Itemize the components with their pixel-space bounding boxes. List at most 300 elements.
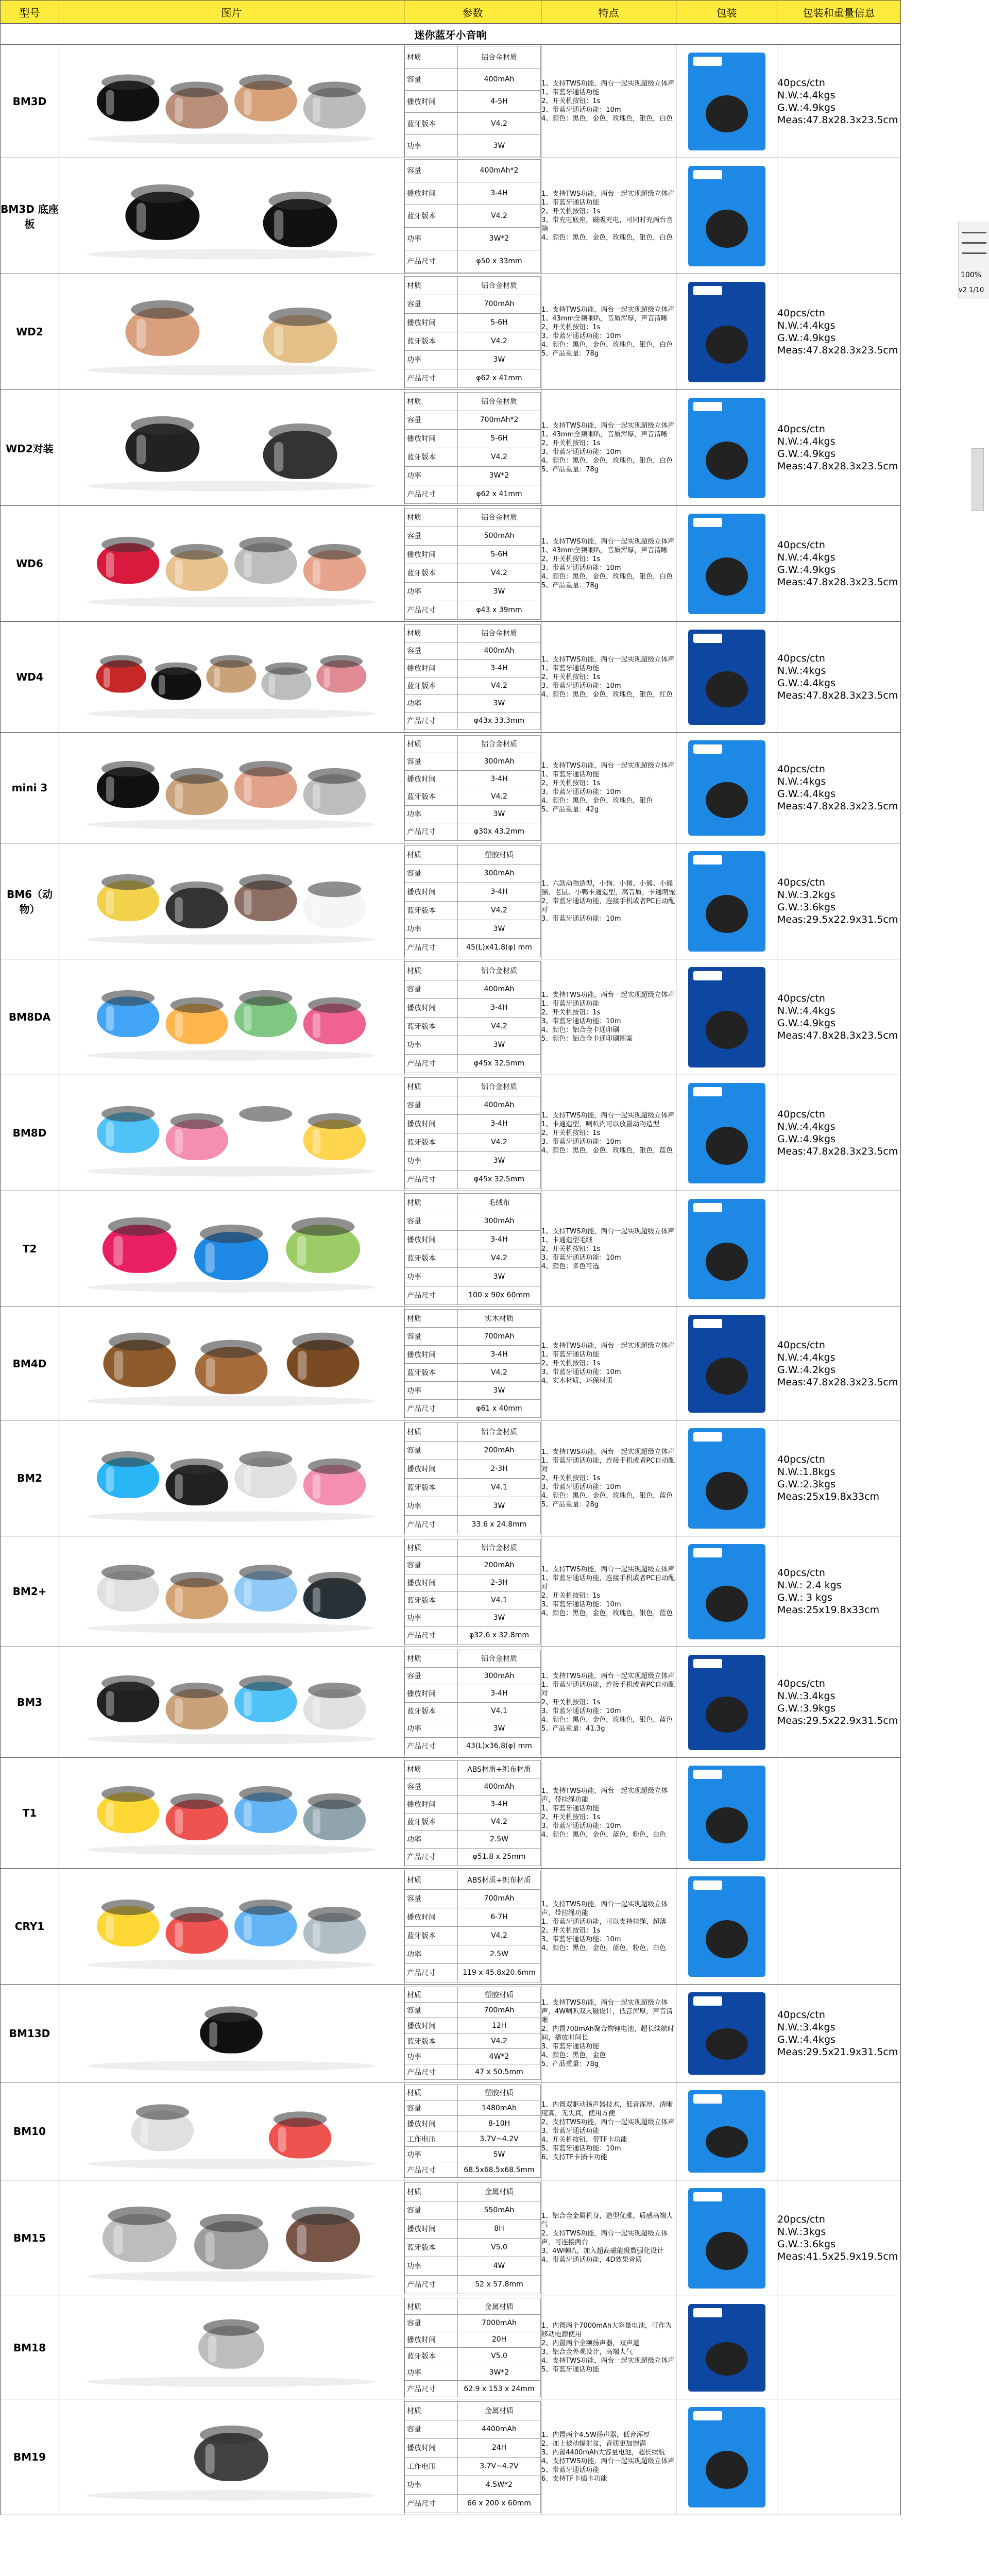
params-cell[interactable] [404,959,541,1075]
header-image[interactable]: 图片 [59,1,404,24]
speaker-highlight [297,2225,306,2255]
features-cell[interactable] [541,2082,676,2180]
feature-line: 3、带蓝牙通话功能：10m [541,914,621,923]
package-cell[interactable] [676,843,777,959]
params-cell[interactable] [404,843,541,959]
product-row [1,1191,901,1307]
spec-value: 铝合金材质 [458,392,541,411]
image-cell[interactable] [59,1985,404,2082]
package-cell[interactable] [676,1647,777,1758]
package-window [706,1011,748,1049]
spec-key: 材质 [405,2085,458,2100]
spec-row [405,2331,541,2348]
model-cell[interactable]: mini 3 [1,733,59,843]
packing-info-cell[interactable] [777,1075,901,1191]
spec-row [405,1286,541,1304]
model-cell[interactable]: BM18 [1,2296,59,2399]
spec-value: 3W [458,350,541,369]
feature-line: 1、支持TWS功能，两台一起实现超级立体声 [541,422,675,430]
packing-info-line: G.W.:4.9kgs [777,332,835,344]
feature-line: 2、开关机按钮：1s [541,1360,601,1367]
feature-line: 1、支持TWS功能，两台一起实现超级立体声 [541,190,675,198]
spec-value: 2.5W [458,1945,541,1963]
features-cell[interactable] [541,274,676,390]
feature-line: 1、支持TWS功能，两台一起实现超级立体声，带挂绳功能 [541,1901,668,1917]
package-logo [693,2094,722,2104]
speaker-grille [170,1458,224,1473]
image-cell[interactable] [59,2180,404,2296]
params-cell[interactable] [404,1536,541,1647]
package-cell[interactable] [676,45,777,158]
section-title[interactable]: 迷你蓝牙小音响 [1,24,901,45]
model-cell[interactable]: BM13D [1,1985,59,2082]
features-cell[interactable] [541,843,676,959]
features-cell[interactable] [541,1985,676,2082]
model-cell[interactable]: BM19 [1,2399,59,2515]
spec-value: φ43x 33.3mm [458,712,541,730]
package-cell[interactable] [676,2399,777,2515]
spec-key: 蓝牙版本 [405,1364,458,1382]
params-cell[interactable] [404,733,541,843]
product-row [1,158,901,274]
packing-info-cell[interactable] [777,2399,901,2515]
params-cell[interactable] [404,1758,541,1869]
feature-line: 2、开关机按钮：1s [541,1009,601,1016]
packing-info-line: N.W.:3.2kgs [777,889,835,901]
model-cell[interactable]: BM8DA [1,959,59,1075]
header-features[interactable]: 特点 [541,1,676,24]
product-image [59,1537,403,1646]
package-cell[interactable] [676,1758,777,1869]
feature-line: 2、加上被动辐射盆，音质更加饱满 [541,2440,646,2448]
speaker-highlight [313,1474,320,1499]
image-cell[interactable] [59,1869,404,1985]
image-cell[interactable] [59,1647,404,1758]
header-params[interactable]: 参数 [404,1,541,24]
spec-value: 300mAh [458,1212,541,1230]
packing-info-line: Meas:29.5x22.9x31.5cm [777,1715,898,1726]
image-cell[interactable] [59,506,404,622]
spec-key: 产品尺寸 [405,601,458,619]
image-cell[interactable] [59,390,404,506]
spec-key: 材质 [405,508,458,527]
model-cell[interactable]: BM15 [1,2180,59,2296]
packing-info-cell[interactable] [777,2082,901,2180]
image-cell[interactable] [59,2296,404,2399]
feature-line: 3、带蓝牙通话功能：10m [541,788,621,796]
spec-key: 功率 [405,582,458,601]
spec-key: 功率 [405,1609,458,1626]
speaker-grille [239,1675,292,1690]
spec-row [405,1609,541,1626]
package-cell[interactable] [676,390,777,506]
package-box [688,967,765,1067]
params-cell[interactable] [404,1985,541,2082]
model-cell[interactable]: WD6 [1,506,59,622]
image-cell[interactable] [59,959,404,1075]
features-cell[interactable] [541,390,676,506]
spec-value: 3-4H [458,1795,541,1813]
package-window [706,210,748,248]
spec-row [405,1193,541,1212]
packing-info-line: Meas:47.8x28.3x23.5cm [777,690,898,701]
feature-line: 3、带蓝牙通话功能：10m [541,1483,621,1491]
feature-line: 4、颜色：黑色，金色，玫瑰色，银色，蓝色 [541,1492,673,1500]
spec-key: 功率 [405,1831,458,1848]
params-cell[interactable] [404,1647,541,1758]
params-cell[interactable] [404,1191,541,1307]
product-row [1,506,901,622]
model-cell[interactable]: WD4 [1,622,59,733]
product-shadow [87,2377,376,2387]
spec-row [405,1382,541,1400]
packing-info-line: 40pcs/ctn [777,1678,825,1689]
packing-info-cell[interactable] [777,45,901,158]
params-cell[interactable] [404,1869,541,1985]
model-cell[interactable]: T1 [1,1758,59,1869]
feature-line: 4、颜色：黑色，金色，蓝色，粉色，白色 [541,1944,667,1952]
params-cell[interactable] [404,622,541,733]
package-cell[interactable] [676,2296,777,2399]
product-shadow [87,2060,376,2071]
packing-info-line: Meas:29.5x22.9x31.5cm [777,914,898,925]
package-box [688,2188,765,2289]
speaker-grille [170,81,224,97]
spec-key: 功率 [405,920,458,938]
model-cell[interactable]: WD2 [1,274,59,390]
packing-info-line: N.W.:4.4kgs [777,1005,835,1016]
spec-value: 塑胶材质 [458,1987,541,2003]
package-cell[interactable] [676,506,777,622]
packing-info-line: G.W.:4.2kgs [777,1364,835,1376]
package-box [688,1199,765,1299]
spec-row [405,938,541,957]
image-cell[interactable] [59,1758,404,1869]
params-cell[interactable] [404,2296,541,2399]
spec-row [405,313,541,332]
spec-row [405,1539,541,1556]
packing-info-cell[interactable] [777,2296,901,2399]
speaker-highlight [175,1474,183,1499]
header-model[interactable]: 型号 [1,1,59,24]
scrollbar-thumb[interactable] [971,448,984,511]
packing-info-cell[interactable] [777,1758,901,1869]
image-cell[interactable] [59,843,404,959]
features-cell[interactable] [541,1075,676,1191]
model-cell[interactable]: BM4D [1,1307,59,1420]
spec-row [405,1017,541,1036]
spec-key: 功率 [405,350,458,369]
model-cell[interactable]: BM3D 底座板 [1,158,59,274]
features-cell[interactable] [541,1758,676,1869]
model-cell[interactable]: BM3 [1,1647,59,1758]
package-cell[interactable] [676,1985,777,2082]
features-cell[interactable] [541,2296,676,2399]
spec-row [405,1096,541,1114]
image-cell[interactable] [59,2082,404,2180]
product-shadow [87,249,376,259]
packing-info-line: G.W.:4.9kgs [777,448,835,460]
model-cell[interactable]: BM10 [1,2082,59,2180]
package-cell[interactable] [676,733,777,843]
feature-line: 1、43mm全频喇叭，音质浑厚，声音清晰 [541,315,668,323]
spec-value: 金属材质 [458,2401,541,2420]
image-cell[interactable] [59,1420,404,1536]
params-cell[interactable] [404,2082,541,2180]
packing-info-cell[interactable] [777,1985,901,2082]
package-cell[interactable] [676,2082,777,2180]
spec-table [404,1760,541,1866]
spec-row [405,1987,541,2003]
spec-key: 材质 [405,1310,458,1328]
params-cell[interactable] [404,1420,541,1536]
spec-key: 功率 [405,2049,458,2064]
speaker-grille [239,74,292,90]
feature-line: 3、带蓝牙通话功能：10m [541,1138,621,1146]
image-cell[interactable] [59,1307,404,1420]
speaker-highlight [298,1350,307,1379]
features-cell[interactable] [541,45,676,158]
model-cell[interactable]: BM3D [1,45,59,158]
packing-info-cell[interactable] [777,959,901,1075]
spec-key: 蓝牙版本 [405,1017,458,1036]
speaker-highlight [106,1915,114,1940]
model-cell[interactable]: CRY1 [1,1869,59,1985]
package-cell[interactable] [676,622,777,733]
spec-row [405,1556,541,1574]
model-cell[interactable]: WD2对装 [1,390,59,506]
spec-key: 容量 [405,2003,458,2018]
spec-key: 功率 [405,805,458,823]
features-cell[interactable] [541,506,676,622]
product-row [1,1985,901,2082]
spec-value: 3-4H [458,883,541,901]
params-cell[interactable] [404,274,541,390]
spec-row [405,2182,541,2201]
feature-line: 2、开关机按钮：1s [541,1474,601,1482]
package-window [706,1920,748,1958]
features-cell[interactable] [541,1869,676,1985]
feature-line: 3、带蓝牙通话功能：10m [541,1253,621,1262]
feature-line: 1、支持TWS功能，两台一起实现超级立体声 [541,1227,675,1235]
spec-value: 5-6H [458,545,541,564]
packing-info-cell[interactable] [777,158,901,274]
image-cell[interactable] [59,733,404,843]
features-cell[interactable] [541,1536,676,1647]
image-cell[interactable] [59,274,404,390]
zoom-level[interactable]: 100% [961,271,982,279]
package-box [688,53,765,150]
features-cell[interactable] [541,1647,676,1758]
feature-line: 1、六款动物造型，小狗、小猪、小熊、小熊猫、老鼠、小鸭卡通造型，高音质，卡通萌宠 [541,879,676,896]
spec-value: V4.2 [458,1249,541,1267]
product-row [1,959,901,1075]
spec-value: V5.0 [458,2238,541,2257]
product-row [1,733,901,843]
model-cell[interactable]: BM6（动物） [1,843,59,959]
spec-key: 产品尺寸 [405,1515,458,1534]
params-cell[interactable] [404,1075,541,1191]
package-cell[interactable] [676,1191,777,1307]
feature-line: 2、开关机按钮：1s [541,1698,601,1706]
model-cell[interactable]: T2 [1,1191,59,1307]
packing-info-cell[interactable] [777,1647,901,1758]
package-cell[interactable] [676,1420,777,1536]
product-shadow [87,597,376,607]
product-image [59,960,403,1074]
speaker-highlight [244,1691,251,1716]
speaker-grille [210,655,253,667]
header-packing[interactable]: 包装和重量信息 [777,1,901,24]
packing-info-cell[interactable] [777,274,901,390]
package-cell[interactable] [676,274,777,390]
packing-info-line: G.W.:3.6kgs [777,2239,835,2250]
features-cell[interactable] [541,158,676,274]
features-cell[interactable] [541,2399,676,2515]
feature-line: 1、支持TWS功能，两台一起实现超级立体声，4W喇叭双入磁设计，低音浑厚，声音清晰 [541,1998,673,2024]
spec-value: 20H [458,2331,541,2348]
params-cell[interactable] [404,2180,541,2296]
spec-row [405,788,541,805]
speaker-highlight [313,1013,320,1038]
package-box [688,282,765,382]
spec-table [404,1077,541,1189]
params-cell[interactable] [404,1307,541,1420]
spec-key: 产品尺寸 [405,369,458,387]
image-cell[interactable] [59,158,404,274]
packing-info-line: 40pcs/ctn [777,423,825,435]
model-cell[interactable]: BM2 [1,1420,59,1536]
packing-info-cell[interactable] [777,1420,901,1536]
package-cell[interactable] [676,158,777,274]
feature-line: 2、开关机按钮：1s [541,1814,601,1821]
package-logo [693,971,722,980]
package-cell[interactable] [676,2180,777,2296]
package-box [688,740,765,836]
model-cell[interactable]: BM8D [1,1075,59,1191]
spec-value: 400mAh [458,980,541,998]
feature-line: 2、开关机按钮：1s [541,555,601,563]
packing-info-line: N.W.:3.4kgs [777,1690,835,1702]
feature-line: 4、颜色：多色可选 [541,1262,600,1270]
spec-key: 蓝牙版本 [405,1926,458,1945]
spec-value: 3W [458,1267,541,1286]
package-cell[interactable] [676,1869,777,1985]
feature-line: 3、铝合金外观设计，高端大气 [541,2348,633,2356]
params-cell[interactable] [404,45,541,158]
packing-info-cell[interactable] [777,622,901,733]
feature-line: 4、颜色：黑色，金色，蓝色，粉色，白色 [541,1831,667,1839]
package-cell[interactable] [676,1536,777,1647]
model-cell[interactable]: BM2+ [1,1536,59,1647]
spec-row [405,2238,541,2257]
spec-value: 5-6H [458,313,541,332]
image-cell[interactable] [59,622,404,733]
spec-key: 蓝牙版本 [405,2033,458,2049]
product-row [1,1075,901,1191]
spec-value: 3W [458,805,541,823]
packing-info-cell[interactable] [777,1536,901,1647]
package-cell[interactable] [676,1307,777,1420]
product-row [1,2082,901,2180]
header-package[interactable]: 包装 [676,1,777,24]
params-cell[interactable] [404,506,541,622]
packing-info-line: 40pcs/ctn [777,653,825,664]
image-cell[interactable] [59,2399,404,2515]
speaker-grille [292,1332,354,1350]
image-cell[interactable] [59,1191,404,1307]
packing-info-line: 40pcs/ctn [777,1109,825,1120]
image-cell[interactable] [59,1075,404,1191]
image-cell[interactable] [59,1536,404,1647]
packing-info-cell[interactable] [777,390,901,506]
feature-line: 3、带蓝牙通话功能：10m [541,564,621,572]
spec-key: 容量 [405,68,458,90]
spec-row [405,1460,541,1478]
features-cell[interactable] [541,733,676,843]
package-cell[interactable] [676,1075,777,1191]
params-cell[interactable] [404,158,541,274]
features-cell[interactable] [541,622,676,733]
speaker-highlight [175,1013,183,1038]
spec-value: 700mAh [458,295,541,313]
speaker-highlight [297,1235,306,1265]
product-image [59,2400,403,2514]
params-cell[interactable] [404,390,541,506]
spec-key: 功率 [405,2364,458,2381]
features-cell[interactable] [541,1191,676,1307]
features-cell[interactable] [541,1420,676,1536]
feature-line: 3、带蓝牙通话功能：10m [541,1368,621,1376]
speaker-grille [101,1451,155,1466]
spec-key: 容量 [405,2315,458,2331]
speaker-highlight [313,97,320,122]
speaker-grille [308,1113,361,1128]
packing-info-cell[interactable] [777,506,901,622]
spec-table [404,1193,541,1305]
image-cell[interactable] [59,45,404,158]
packing-info-line: 40pcs/ctn [777,539,825,551]
spec-row [405,2018,541,2033]
spec-value: 4400mAh [458,2420,541,2438]
features-cell[interactable] [541,1307,676,1420]
packing-info-line: 40pcs/ctn [777,2009,825,2021]
spec-key: 产品尺寸 [405,2275,458,2294]
spec-value: 铝合金材质 [458,46,541,68]
params-cell[interactable] [404,2399,541,2515]
features-cell[interactable] [541,959,676,1075]
packing-info-cell[interactable] [777,1869,901,1985]
spec-value: 铝合金材质 [458,961,541,980]
feature-line: 4、颜色：黑色，金色，玫瑰色，银色，红色 [541,690,673,699]
spec-row [405,1702,541,1720]
spec-key: 材质 [405,2182,458,2201]
features-cell[interactable] [541,2180,676,2296]
spec-row [405,250,541,273]
spec-row [405,205,541,227]
packing-info-cell[interactable] [777,1307,901,1420]
packing-info-cell[interactable] [777,2180,901,2296]
packing-info-line: G.W.:3.9kgs [777,1703,835,1714]
spec-row [405,1400,541,1418]
packing-info-cell[interactable] [777,843,901,959]
spec-value: 119 x 45.8x20.6mm [458,1963,541,1982]
packing-info-cell[interactable] [777,1191,901,1307]
spec-key: 蓝牙版本 [405,1249,458,1267]
packing-info-cell[interactable] [777,733,901,843]
package-cell[interactable] [676,959,777,1075]
feature-line: 1、带蓝牙通话功能，连接手机或者PC自动配对 [541,1456,675,1473]
